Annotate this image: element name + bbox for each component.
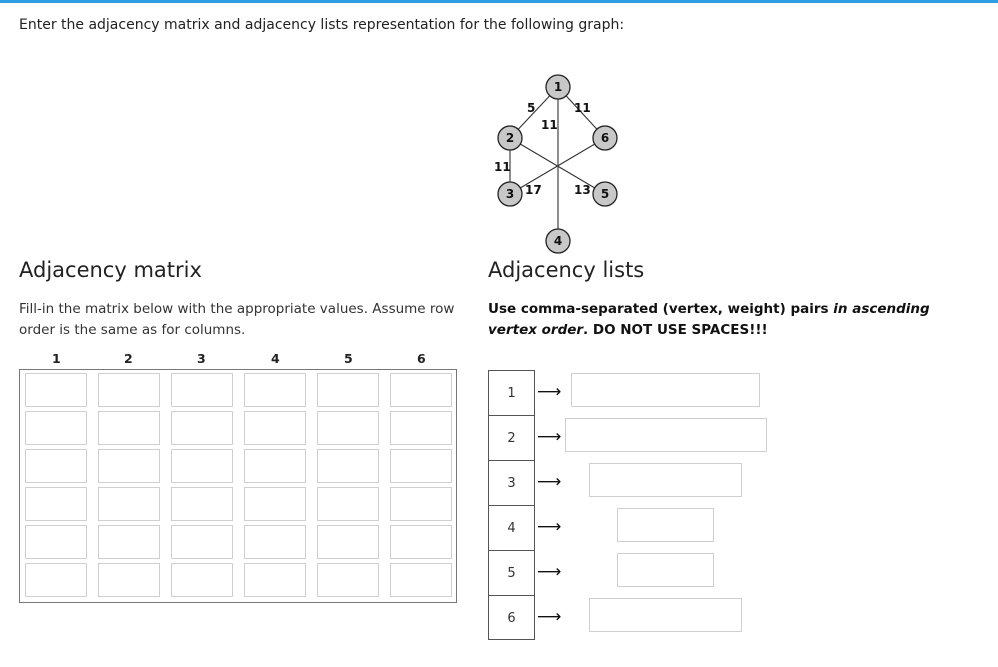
matrix-cell-6-4[interactable] — [244, 563, 306, 597]
matrix-cell-4-3[interactable] — [171, 487, 233, 521]
adjacency-list-input-1[interactable] — [571, 373, 760, 407]
weighted-graph — [470, 70, 650, 260]
matrix-cell-6-5[interactable] — [317, 563, 379, 597]
vertex-label-2: 2 — [489, 416, 534, 461]
adjacency-list-input-4[interactable] — [617, 508, 714, 542]
svg-text:6: 6 — [600, 131, 610, 145]
matrix-cell-3-5[interactable] — [317, 449, 379, 483]
matrix-cell-1-1[interactable] — [25, 373, 87, 407]
arrow-right-icon: ⟶ — [537, 517, 562, 537]
svg-text:1: 1 — [553, 80, 563, 94]
adjacency-list-input-3[interactable] — [589, 463, 742, 497]
matrix-cell-2-2[interactable] — [98, 411, 160, 445]
graph-node-6 — [593, 126, 617, 150]
arrow-right-icon: ⟶ — [537, 427, 562, 447]
adjacency-matrix-heading: Adjacency matrix — [19, 258, 202, 282]
matrix-cell-2-6[interactable] — [390, 411, 452, 445]
edge-weight-2-5: 13 — [574, 183, 591, 197]
matrix-cell-2-1[interactable] — [25, 411, 87, 445]
matrix-column-header-3: 3 — [197, 351, 206, 366]
adjacency-list-input-5[interactable] — [617, 553, 714, 587]
matrix-cell-5-2[interactable] — [98, 525, 160, 559]
matrix-cell-6-6[interactable] — [390, 563, 452, 597]
lists-instructions: Use comma-separated (vertex, weight) pairs in ascending vertex order. DO NOT USE SPACES!!! — [488, 301, 930, 338]
arrow-right-icon: ⟶ — [537, 607, 562, 627]
edge-weight-1-4: 11 — [541, 118, 558, 132]
adjacency-list-input-2[interactable] — [565, 418, 767, 452]
matrix-cell-5-1[interactable] — [25, 525, 87, 559]
matrix-instructions: Fill-in the matrix below with the appropriate values. Assume row order is the same as for columns. — [19, 301, 455, 338]
svg-text:5: 5 — [600, 187, 610, 201]
matrix-cell-1-2[interactable] — [98, 373, 160, 407]
arrow-right-icon: ⟶ — [537, 472, 562, 492]
top-accent-bar — [0, 0, 998, 3]
edge-weight-1-2: 5 — [527, 101, 536, 115]
vertex-label-3: 3 — [489, 461, 534, 506]
matrix-cell-6-2[interactable] — [98, 563, 160, 597]
question-prompt: Enter the adjacency matrix and adjacency lists representation for the following graph: — [19, 17, 625, 33]
matrix-column-header-2: 2 — [124, 351, 133, 366]
matrix-column-header-4: 4 — [271, 351, 280, 366]
vertex-label-5: 5 — [489, 551, 534, 596]
matrix-cell-4-4[interactable] — [244, 487, 306, 521]
matrix-cell-3-3[interactable] — [171, 449, 233, 483]
adjacency-lists-heading: Adjacency lists — [488, 258, 645, 282]
graph-node-1 — [546, 75, 570, 99]
edge-weight-2-3: 11 — [494, 160, 511, 174]
vertex-label-4: 4 — [489, 506, 534, 551]
svg-text:4: 4 — [553, 234, 563, 248]
matrix-cell-5-3[interactable] — [171, 525, 233, 559]
matrix-cell-3-4[interactable] — [244, 449, 306, 483]
matrix-cell-6-1[interactable] — [25, 563, 87, 597]
edge-weight-3-6: 17 — [525, 183, 542, 197]
matrix-cell-2-3[interactable] — [171, 411, 233, 445]
matrix-cell-2-4[interactable] — [244, 411, 306, 445]
edge-weight-1-6: 11 — [574, 101, 591, 115]
matrix-cell-6-3[interactable] — [171, 563, 233, 597]
svg-text:2: 2 — [505, 131, 515, 145]
matrix-column-header-5: 5 — [344, 351, 353, 366]
matrix-cell-2-5[interactable] — [317, 411, 379, 445]
arrow-right-icon: ⟶ — [537, 562, 562, 582]
matrix-cell-3-2[interactable] — [98, 449, 160, 483]
matrix-cell-1-3[interactable] — [171, 373, 233, 407]
adjacency-matrix-grid — [19, 369, 457, 603]
graph-node-3 — [498, 182, 522, 206]
matrix-cell-1-4[interactable] — [244, 373, 306, 407]
graph-node-2 — [498, 126, 522, 150]
arrow-right-icon: ⟶ — [537, 382, 562, 402]
matrix-cell-5-4[interactable] — [244, 525, 306, 559]
vertex-label-6: 6 — [507, 611, 516, 626]
matrix-cell-5-6[interactable] — [390, 525, 452, 559]
matrix-cell-4-5[interactable] — [317, 487, 379, 521]
matrix-cell-1-6[interactable] — [390, 373, 452, 407]
matrix-cell-1-5[interactable] — [317, 373, 379, 407]
matrix-cell-5-5[interactable] — [317, 525, 379, 559]
matrix-cell-3-1[interactable] — [25, 449, 87, 483]
graph-node-5 — [593, 182, 617, 206]
matrix-column-header-1: 1 — [52, 351, 61, 366]
matrix-column-header-6: 6 — [417, 351, 426, 366]
graph-node-4 — [546, 229, 570, 253]
adjacency-list-vertex-column — [488, 370, 535, 640]
matrix-cell-3-6[interactable] — [390, 449, 452, 483]
matrix-cell-4-2[interactable] — [98, 487, 160, 521]
adjacency-list-input-6[interactable] — [589, 598, 742, 632]
vertex-label-1: 1 — [489, 371, 534, 416]
matrix-cell-4-1[interactable] — [25, 487, 87, 521]
matrix-cell-4-6[interactable] — [390, 487, 452, 521]
svg-text:3: 3 — [505, 187, 515, 201]
